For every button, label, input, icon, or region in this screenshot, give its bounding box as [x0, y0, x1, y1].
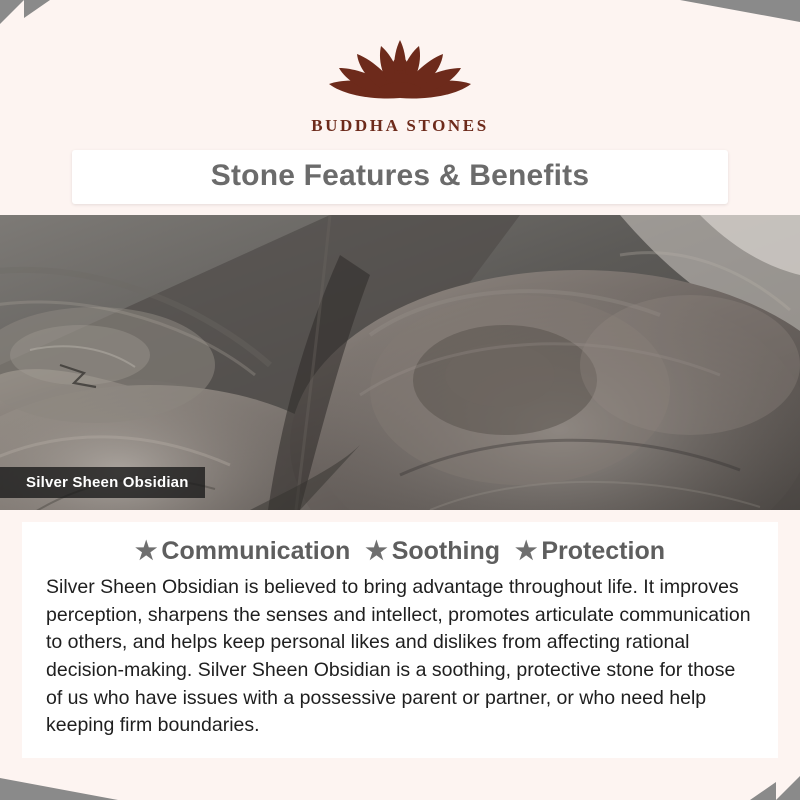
description-text: Silver Sheen Obsidian is believed to bring advantage throughout life. It improves perception, sharpens the senses and intellect, promotes articulate communication to others, and helps keep personal likes and dislikes from affecting rational decision-making. Silver Sheen Obsidian is a soothing, protective stone for those of us who have issues with a possessive parent or partner, or who need help keeping firm boundaries.	[46, 576, 751, 737]
star-icon: ★	[365, 537, 388, 565]
corner-decoration-bottom-right-secondary	[750, 782, 776, 800]
benefits-list	[36, 536, 764, 566]
lotus-meditation-icon	[315, 26, 485, 110]
stone-photo	[0, 215, 800, 510]
page-title: Stone Features & Benefits	[210, 159, 590, 192]
benefit-item-2	[357, 536, 500, 566]
benefit-label: Communication	[161, 537, 351, 565]
title-band	[72, 150, 728, 204]
benefit-label: Protection	[541, 537, 665, 565]
corner-decoration-top-left-secondary	[24, 0, 50, 18]
star-icon: ★	[134, 537, 158, 565]
corner-decoration-bottom-right	[776, 776, 800, 800]
stone-photo-image	[0, 215, 800, 510]
description-card	[22, 522, 778, 758]
star-icon: ★	[514, 537, 538, 565]
benefit-item-3	[507, 536, 665, 566]
corner-decoration-bottom-left	[0, 778, 118, 800]
benefit-item-1	[135, 536, 350, 566]
brand-name: BUDDHA STONES	[311, 116, 489, 135]
corner-decoration-top-right	[680, 0, 800, 22]
benefit-label: Soothing	[391, 537, 500, 565]
corner-decoration-top-left	[0, 0, 24, 24]
photo-caption: Silver Sheen Obsidian	[0, 467, 205, 498]
